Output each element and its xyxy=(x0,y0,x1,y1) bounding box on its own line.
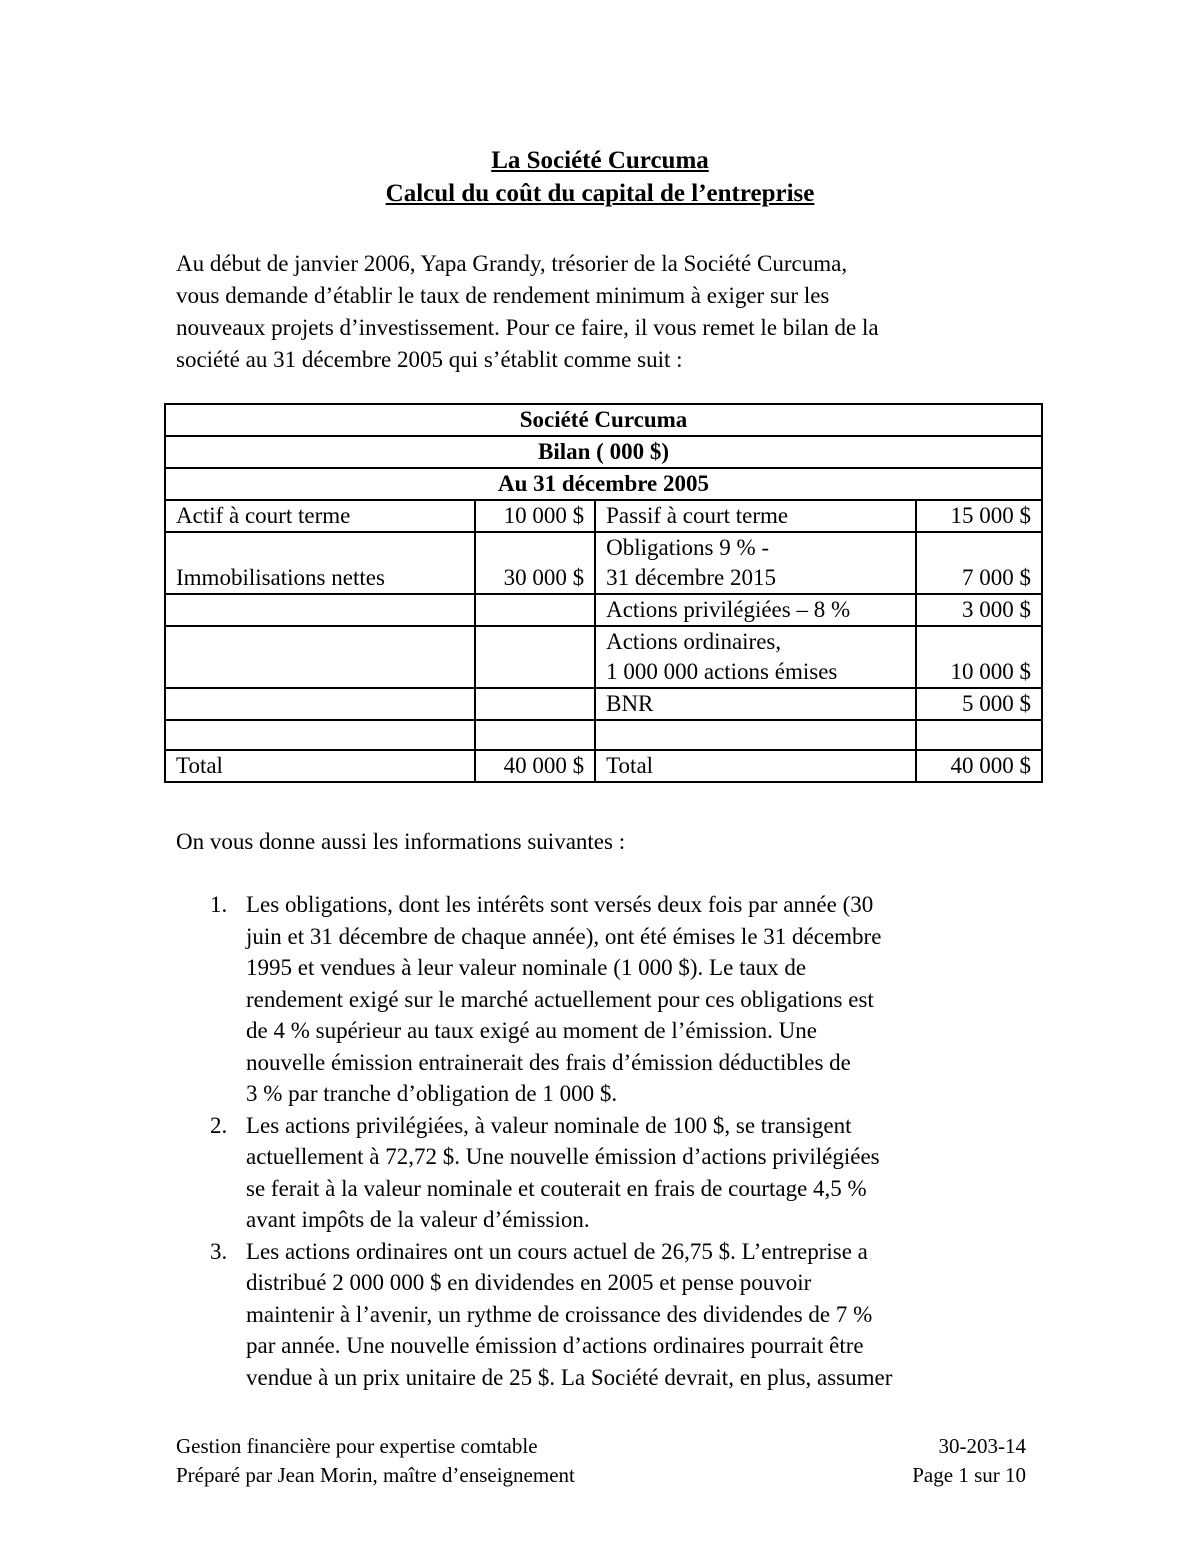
list-item xyxy=(176,889,1036,1110)
table-row xyxy=(165,500,1042,532)
info-lead: On vous donne aussi les informations suivantes : xyxy=(176,829,626,854)
list-line: 1995 et vendues à leur valeur nominale (1 000 $). Le taux de xyxy=(246,955,807,980)
liability-label-line: Actions ordinaires, xyxy=(606,629,782,654)
list-item xyxy=(176,1236,1036,1394)
asset-total-label: Total xyxy=(165,750,475,782)
liability-label-line: 1 000 000 actions émises xyxy=(606,659,838,684)
footer-page-number: Page 1 sur 10 xyxy=(912,1463,1026,1487)
intro-line: société au 31 décembre 2005 qui s’établit comme suit : xyxy=(176,347,683,372)
asset-amount xyxy=(475,626,595,688)
table-row xyxy=(165,594,1042,626)
table-header-date: Au 31 décembre 2005 xyxy=(165,468,1042,500)
table-row-empty xyxy=(165,720,1042,750)
intro-line: Au début de janvier 2006, Yapa Grandy, trésorier de la Société Curcuma, xyxy=(176,251,848,276)
intro-paragraph xyxy=(176,248,1046,376)
table-row xyxy=(165,688,1042,720)
asset-label xyxy=(165,688,475,720)
asset-amount: 10 000 $ xyxy=(475,500,595,532)
list-number: 3. xyxy=(210,1238,228,1264)
liability-amount: 15 000 $ xyxy=(916,500,1042,532)
asset-label xyxy=(165,626,475,688)
list-line: Les actions ordinaires ont un cours actuel de 26,75 $. L’entreprise a xyxy=(246,1238,868,1264)
table-row xyxy=(165,532,1042,594)
liability-amount: 3 000 $ xyxy=(916,594,1042,626)
asset-amount xyxy=(475,594,595,626)
liability-total-amount: 40 000 $ xyxy=(916,750,1042,782)
list-number: 2. xyxy=(210,1112,228,1138)
intro-line: nouveaux projets d’investissement. Pour ce faire, il vous remet le bilan de la xyxy=(176,315,879,340)
liability-label: Passif à court terme xyxy=(595,500,916,532)
liability-total-label: Total xyxy=(595,750,916,782)
liability-label-line: 31 décembre 2015 xyxy=(606,565,776,590)
liability-label-line: Obligations 9 % - xyxy=(606,535,770,560)
list-line: 3 % par tranche d’obligation de 1 000 $. xyxy=(246,1081,618,1106)
table-total-row xyxy=(165,750,1042,782)
liability-label xyxy=(595,532,916,594)
list-line: maintenir à l’avenir, un rythme de croissance des dividendes de 7 % xyxy=(246,1301,873,1327)
list-number: 1. xyxy=(210,892,228,917)
list-line: juin et 31 décembre de chaque année), ont été émises le 31 décembre xyxy=(246,923,882,949)
list-line: Les actions privilégiées, à valeur nominale de 100 $, se transigent xyxy=(246,1112,852,1138)
footer-author: Préparé par Jean Morin, maître d’enseignement xyxy=(176,1463,575,1487)
list-line: avant impôts de la valeur d’émission. xyxy=(246,1207,590,1232)
list-line: de 4 % supérieur au taux exigé au moment de l’émission. Une xyxy=(246,1018,818,1043)
list-line: rendement exigé sur le marché actuellement pour ces obligations est xyxy=(246,986,874,1012)
asset-label xyxy=(165,594,475,626)
list-line: actuellement à 72,72 $. Une nouvelle émission d’actions privilégiées xyxy=(246,1144,880,1169)
liability-label: Actions privilégiées – 8 % xyxy=(595,594,916,626)
list-line: Les obligations, dont les intérêts sont versés deux fois par année (30 xyxy=(246,892,874,917)
asset-total-amount: 40 000 $ xyxy=(475,750,595,782)
balance-sheet-table xyxy=(164,403,1043,783)
table-row xyxy=(165,626,1042,688)
document-subtitle: Calcul du coût du capital de l’entreprise xyxy=(385,180,815,207)
list-line: se ferait à la valeur nominale et couterait en frais de courtage 4,5 % xyxy=(246,1175,867,1201)
asset-label: Actif à court terme xyxy=(165,500,475,532)
list-line: distribué 2 000 000 $ en dividendes en 2005 et pense pouvoir xyxy=(246,1270,812,1295)
liability-label xyxy=(595,626,916,688)
info-list xyxy=(176,889,1036,1393)
page-footer xyxy=(176,1432,1026,1490)
list-line: nouvelle émission entrainerait des frais d’émission déductibles de xyxy=(246,1049,851,1075)
asset-amount xyxy=(475,688,595,720)
asset-amount: 30 000 $ xyxy=(475,532,595,594)
document-title: La Société Curcuma xyxy=(491,147,709,174)
list-line: vendue à un prix unitaire de 25 $. La Société devrait, en plus, assumer xyxy=(246,1364,893,1390)
list-line: par année. Une nouvelle émission d’actions ordinaires pourrait être xyxy=(246,1333,864,1358)
intro-line: vous demande d’établir le taux de rendement minimum à exiger sur les xyxy=(176,283,830,308)
liability-amount: 10 000 $ xyxy=(916,626,1042,688)
liability-amount: 7 000 $ xyxy=(916,532,1042,594)
liability-label: BNR xyxy=(595,688,916,720)
asset-label: Immobilisations nettes xyxy=(165,532,475,594)
table-header-title: Bilan ( 000 $) xyxy=(165,436,1042,468)
list-item xyxy=(176,1110,1036,1236)
footer-course: Gestion financière pour expertise comtable xyxy=(176,1434,538,1458)
footer-code: 30-203-14 xyxy=(938,1434,1026,1458)
liability-amount: 5 000 $ xyxy=(916,688,1042,720)
table-header-company: Société Curcuma xyxy=(165,404,1042,436)
